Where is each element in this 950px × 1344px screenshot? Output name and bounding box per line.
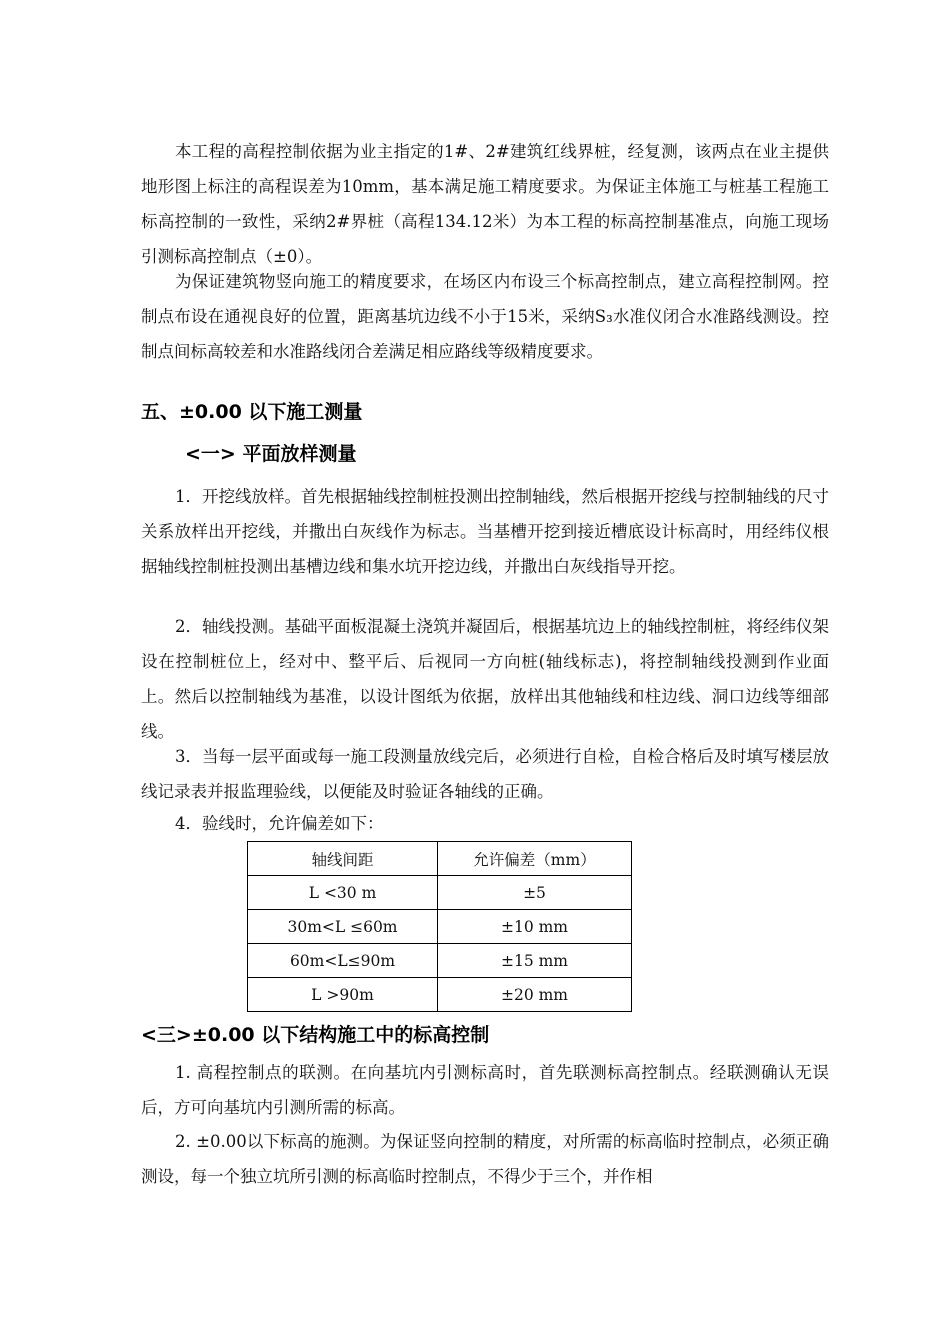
table-row — [248, 910, 632, 944]
table-cell: L >90m — [248, 978, 438, 1012]
table-cell: 60m<L≤90m — [248, 944, 438, 978]
paragraph-item-3: 3．当每一层平面或每一施工段测量放线完后，必须进行自检，自检合格后及时填写楼层放线记录表并报监理验线，以便能及时验证各轴线的正确。 — [141, 747, 829, 801]
section-heading-below-zero-survey: 五、±0.00 以下施工测量 — [141, 401, 363, 423]
table-header-row — [248, 842, 632, 876]
table-header-cell: 允许偏差（mm） — [438, 842, 632, 876]
subheading-plane-layout: <一> 平面放样测量 — [185, 443, 357, 465]
table-cell: ±20 mm — [438, 978, 632, 1012]
paragraph-item-2: 2．轴线投测。基础平面板混凝土浇筑并凝固后，根据基坑边上的轴线控制桩，将经纬仪架设在控制桩位上，经对中、整平后、后视同一方向桩(轴线标志)，将控制轴线投测到作业面上。然后以控制轴线为基准，以设计图纸为依据，放样出其他轴线和柱边线、洞口边线等细部线。 — [141, 617, 829, 741]
table-row — [248, 978, 632, 1012]
table-cell: L <30 m — [248, 876, 438, 910]
tolerance-table — [247, 841, 632, 1012]
paragraph-elevation-network: 为保证建筑物竖向施工的精度要求，在场区内布设三个标高控制点，建立高程控制网。控制点布设在通视良好的位置，距离基坑边线不小于15米，采纳S₃水准仪闭合水准路线测设。控制点间标高较差和水准路线闭合差满足相应路线等级精度要求。 — [141, 272, 829, 361]
subheading-elevation-control: <三>±0.00 以下结构施工中的标高控制 — [141, 1024, 490, 1046]
table-cell: ±5 — [438, 876, 632, 910]
paragraph-item-4: 4．验线时，允许偏差如下： — [175, 814, 384, 833]
paragraph-item-1: 1．开挖线放样。首先根据轴线控制桩投测出控制轴线，然后根据开挖线与控制轴线的尺寸关系放样出开挖线，并撒出白灰线作为标志。当基槽开挖到接近槽底设计标高时，用经纬仪根据轴线控制桩投测出基槽边线和集水坑开挖边线，并撒出白灰线指导开挖。 — [141, 487, 829, 576]
table-cell: 30m<L ≤60m — [248, 910, 438, 944]
paragraph-elevation-basis: 本工程的高程控制依据为业主指定的1#、2#建筑红线界桩，经复测，该两点在业主提供地形图上标注的高程误差为10mm，基本满足施工精度要求。为保证主体施工与桩基工程施工标高控制的一致性，采纳2#界桩（高程134.12米）为本工程的标高控制基准点，向施工现场引测标高控制点（±0）。 — [141, 142, 829, 266]
table-header-cell: 轴线间距 — [248, 842, 438, 876]
paragraph-elevation-item-1: 1. 高程控制点的联测。在向基坑内引测标高时，首先联测标高控制点。经联测确认无误后，方可向基坑内引测所需的标高。 — [141, 1063, 829, 1117]
table-cell: ±15 mm — [438, 944, 632, 978]
table-row — [248, 944, 632, 978]
table-cell: ±10 mm — [438, 910, 632, 944]
paragraph-elevation-item-2: 2. ±0.00以下标高的施测。为保证竖向控制的精度，对所需的标高临时控制点，必须正确测设，每一个独立坑所引测的标高临时控制点，不得少于三个，并作相 — [141, 1132, 829, 1186]
table-row — [248, 876, 632, 910]
